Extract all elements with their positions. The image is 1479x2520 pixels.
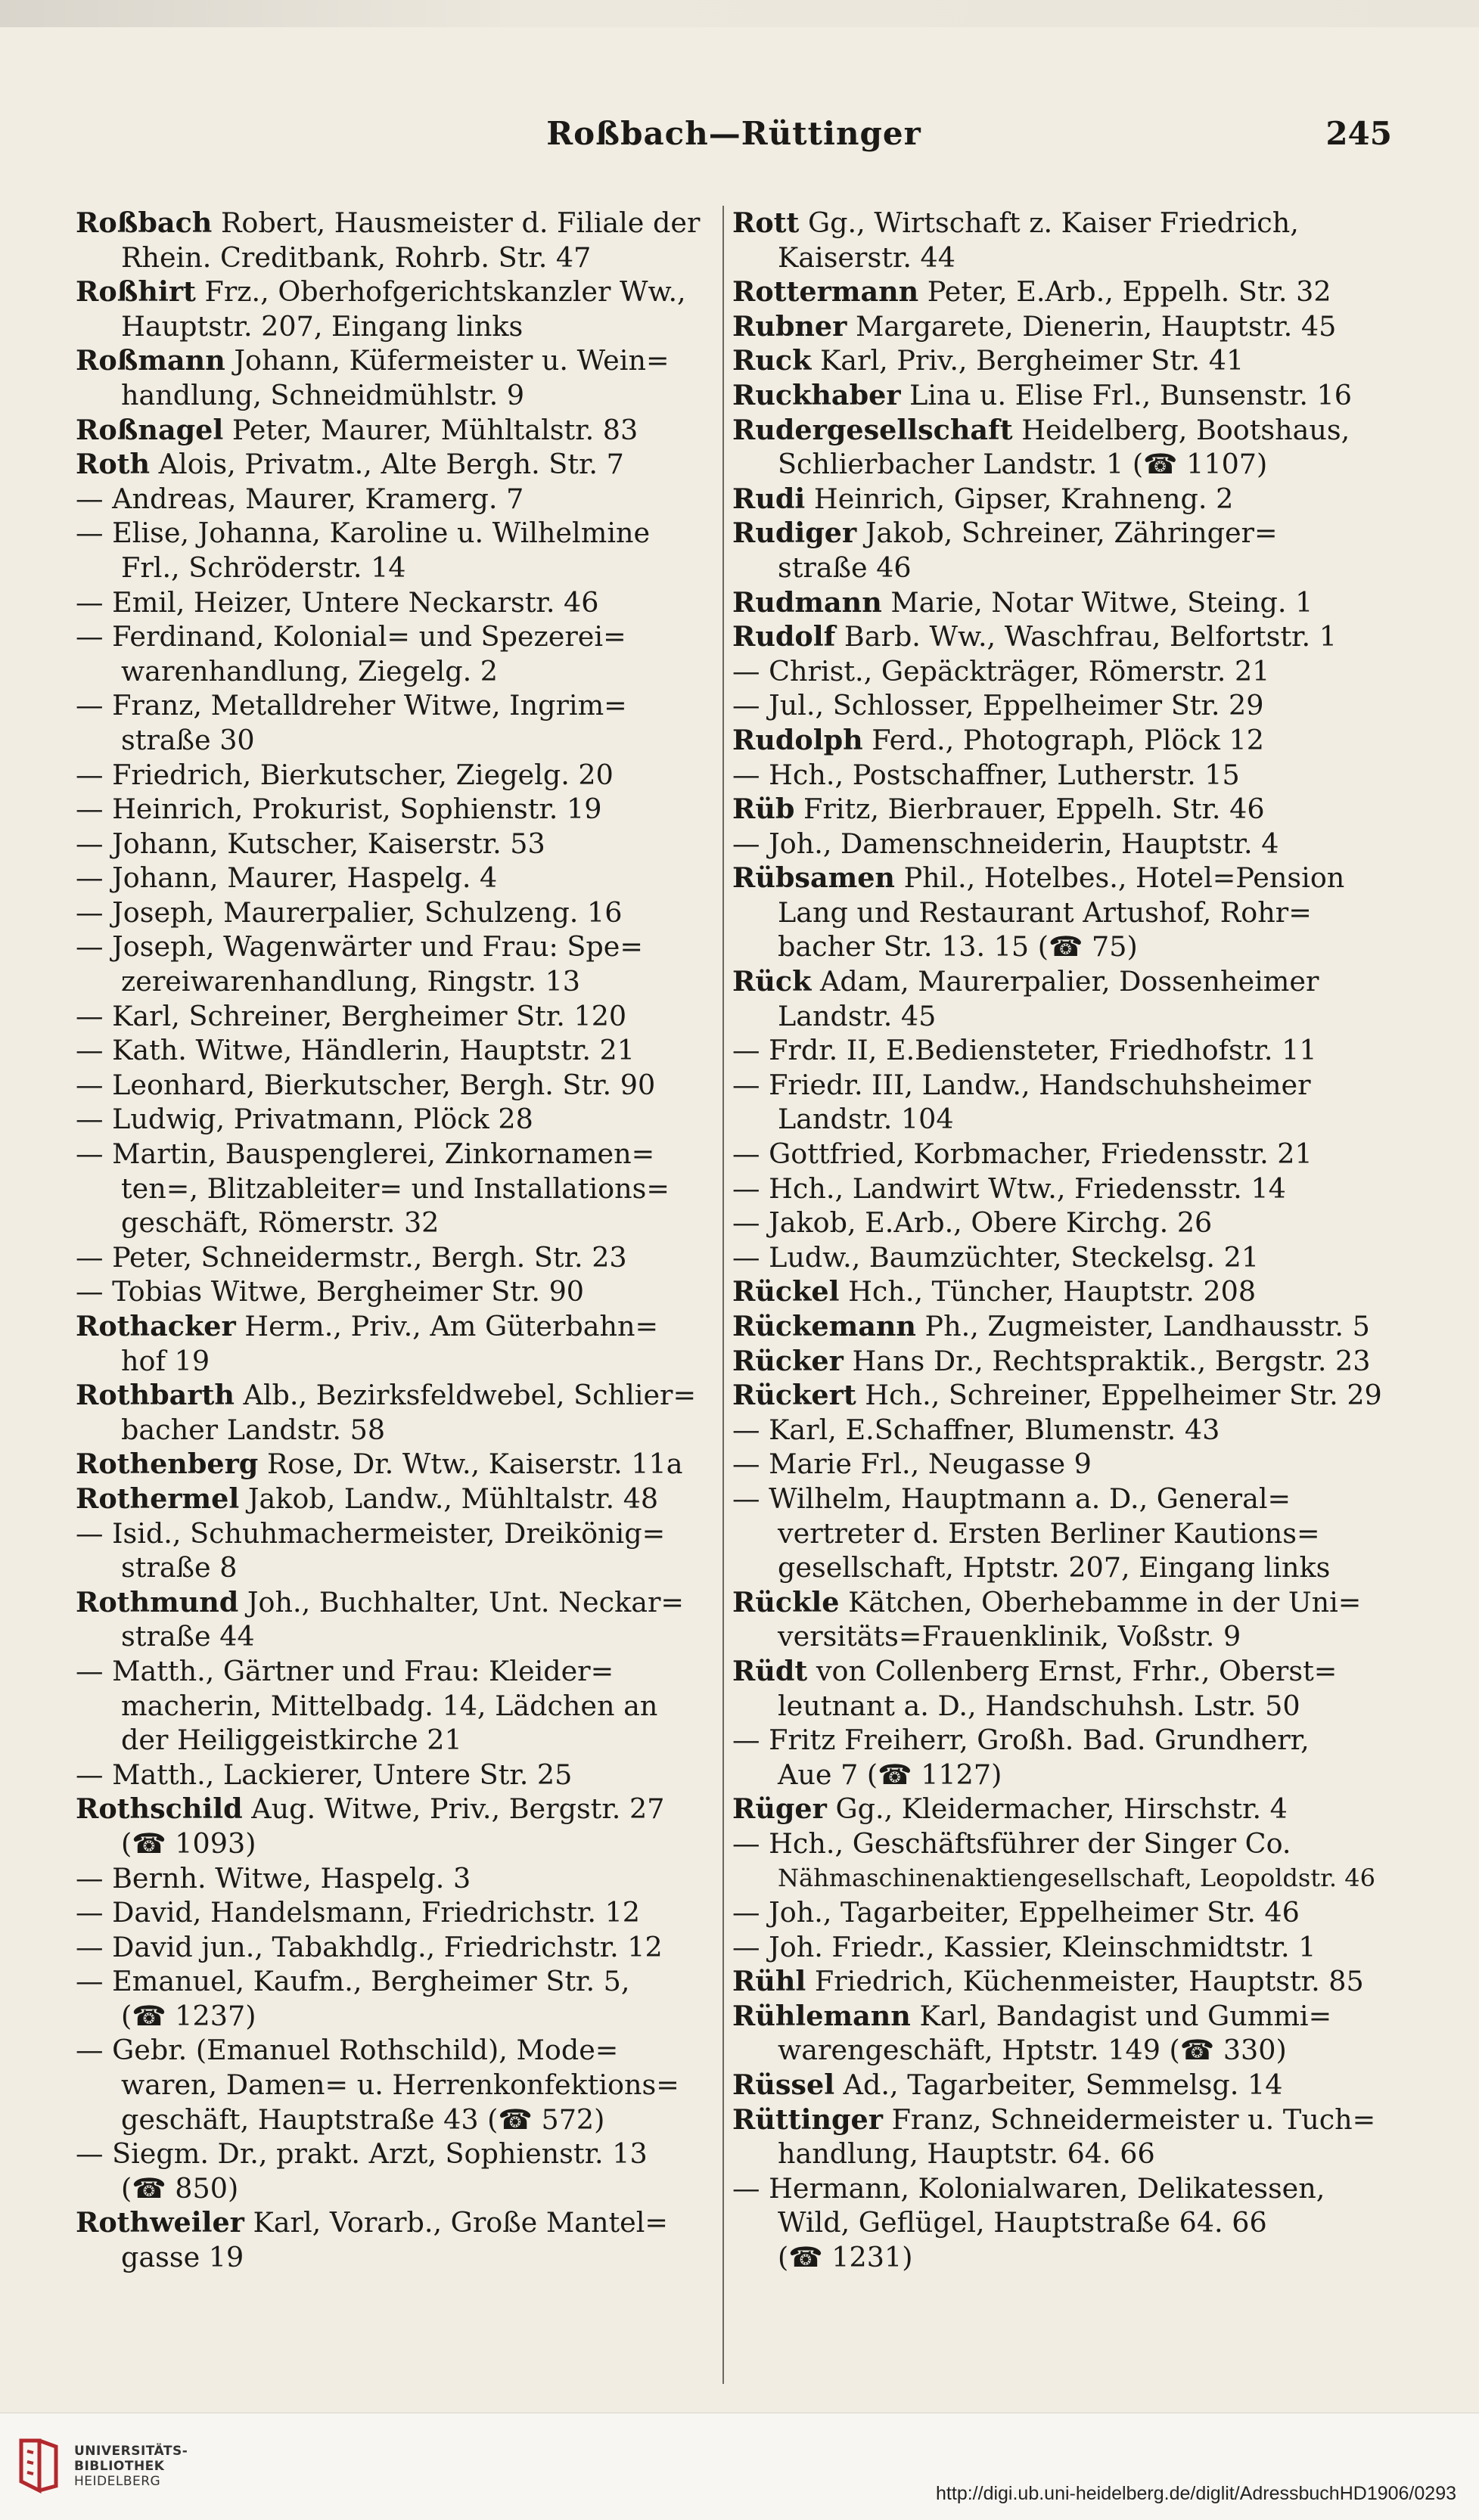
directory-entry: — Isid., Schuhmachermeister, Dreikönig= — [76, 1516, 666, 1550]
directory-entry: Roßbach Robert, Hausmeister d. Filiale der — [76, 206, 701, 239]
scan-edge — [0, 0, 1479, 27]
directory-entry: — Gebr. (Emanuel Rothschild), Mode= — [76, 2034, 619, 2067]
directory-entry: Rubner Margarete, Dienerin, Hauptstr. 45 — [732, 309, 1337, 343]
surname: Rudolf — [732, 620, 836, 653]
surname: Rothmund — [76, 1585, 239, 1618]
entry-continuation: gasse 19 — [121, 2241, 244, 2274]
directory-entry: — Friedrich, Bierkutscher, Ziegelg. 20 — [76, 758, 614, 791]
directory-entry: — Hch., Geschäftsführer der Singer Co. — [732, 1826, 1291, 1860]
surname: Rühl — [732, 1965, 806, 1998]
directory-entry: Roßhirt Frz., Oberhofgerichtskanzler Ww., — [76, 275, 686, 309]
surname: Rück — [732, 965, 812, 998]
surname: Rüger — [732, 1792, 827, 1826]
directory-entry: — Kath. Witwe, Händlerin, Hauptstr. 21 — [76, 1034, 635, 1067]
directory-entry: — Gottfried, Korbmacher, Friedensstr. 21 — [732, 1137, 1313, 1171]
directory-entry: — Hch., Postschaffner, Lutherstr. 15 — [732, 758, 1240, 791]
entry-continuation: geschäft, Römerstr. 32 — [121, 1206, 440, 1240]
directory-entry: — Karl, Schreiner, Bergheimer Str. 120 — [76, 999, 627, 1032]
entry-continuation: waren, Damen= u. Herrenkonfektions= — [121, 2068, 679, 2102]
directory-entry: — Martin, Bauspenglerei, Zinkornamen= — [76, 1137, 655, 1171]
directory-entry: — Franz, Metalldreher Witwe, Ingrim= — [76, 689, 627, 722]
surname: Rott — [732, 206, 800, 239]
entry-continuation: gesellschaft, Hptstr. 207, Eingang links — [778, 1551, 1331, 1584]
directory-entry: Rühl Friedrich, Küchenmeister, Hauptstr. 85 — [732, 1965, 1364, 1998]
directory-entry: Roth Alois, Privatm., Alte Bergh. Str. 7 — [76, 448, 624, 481]
entry-continuation: (☎ 1237) — [121, 1999, 256, 2032]
directory-entry: Rudolph Ferd., Photograph, Plöck 12 — [732, 723, 1264, 756]
entry-continuation: handlung, Schneidmühlstr. 9 — [121, 378, 525, 411]
directory-entry: Rott Gg., Wirtschaft z. Kaiser Friedrich, — [732, 206, 1299, 239]
surname: Rudolph — [732, 723, 863, 756]
directory-entry: Ruck Karl, Priv., Bergheimer Str. 41 — [732, 344, 1244, 377]
entry-continuation: Landstr. 45 — [778, 999, 937, 1032]
entry-continuation: Lang und Restaurant Artushof, Rohr= — [778, 895, 1312, 929]
surname: Rückemann — [732, 1310, 916, 1342]
left-column — [76, 206, 726, 2275]
directory-entry: Rothmund Joh., Buchhalter, Unt. Neckar= — [76, 1585, 684, 1618]
surname: Roßmann — [76, 344, 225, 377]
directory-entry: Rüb Fritz, Bierbrauer, Eppelh. Str. 46 — [732, 793, 1265, 826]
entry-continuation: vertreter d. Ersten Berliner Kautions= — [778, 1516, 1320, 1550]
entry-continuation: bacher Landstr. 58 — [121, 1413, 386, 1446]
surname: Rudiger — [732, 517, 857, 550]
surname: Ruck — [732, 344, 812, 377]
directory-entry: — Karl, E.Schaffner, Blumenstr. 43 — [732, 1413, 1220, 1446]
surname: Rüttinger — [732, 2103, 883, 2136]
directory-entry: Roßnagel Peter, Maurer, Mühltalstr. 83 — [76, 413, 639, 446]
directory-entry: Rüger Gg., Kleidermacher, Hirschstr. 4 — [732, 1792, 1288, 1826]
directory-entry: Rühlemann Karl, Bandagist und Gummi= — [732, 1999, 1332, 2032]
directory-entry: Rübsamen Phil., Hotelbes., Hotel=Pension — [732, 861, 1345, 895]
directory-entry: — Matth., Lackierer, Untere Str. 25 — [76, 1758, 573, 1791]
directory-entry: Rückel Hch., Tüncher, Hauptstr. 208 — [732, 1275, 1257, 1308]
column-divider — [722, 206, 724, 2384]
surname: Rubner — [732, 309, 847, 343]
directory-entry: — Joseph, Maurerpalier, Schulzeng. 16 — [76, 895, 623, 929]
directory-entry: — Ludw., Baumzüchter, Steckelsg. 21 — [732, 1240, 1260, 1274]
entry-continuation: (☎ 1093) — [121, 1826, 256, 1860]
entry-continuation: leutnant a. D., Handschuhsh. Lstr. 50 — [778, 1689, 1300, 1722]
entry-continuation: versitäts=Frauenklinik, Voßstr. 9 — [778, 1620, 1241, 1653]
entry-continuation: zereiwarenhandlung, Ringstr. 13 — [121, 965, 581, 998]
directory-entry: — Joh., Damenschneiderin, Hauptstr. 4 — [732, 827, 1279, 860]
surname: Roßnagel — [76, 413, 224, 446]
surname: Rüb — [732, 793, 795, 826]
entry-continuation: Nähmaschinenaktiengesellschaft, Leopoldstr. 46 — [778, 1863, 1375, 1892]
surname: Rothenberg — [76, 1448, 259, 1481]
surname: Rüssel — [732, 2068, 835, 2102]
surname: Roth — [76, 448, 151, 481]
directory-entry: Rücker Hans Dr., Rechtspraktik., Bergstr. 23 — [732, 1344, 1371, 1377]
entry-continuation: Hauptstr. 207, Eingang links — [121, 309, 524, 343]
directory-entry: Rothacker Herm., Priv., Am Güterbahn= — [76, 1310, 659, 1342]
surname: Rothacker — [76, 1310, 236, 1342]
directory-entry: Rothermel Jakob, Landw., Mühltalstr. 48 — [76, 1482, 659, 1515]
entry-continuation: handlung, Hauptstr. 64. 66 — [778, 2137, 1155, 2171]
directory-entry: — Joh. Friedr., Kassier, Kleinschmidtstr. 1 — [732, 1930, 1316, 1963]
directory-entry: — Ludwig, Privatmann, Plöck 28 — [76, 1103, 533, 1136]
page-header — [76, 115, 1392, 168]
directory-entry: — Wilhelm, Hauptmann a. D., General= — [732, 1482, 1291, 1515]
directory-entry: — Peter, Schneidermstr., Bergh. Str. 23 — [76, 1240, 627, 1274]
directory-entry: Ruckhaber Lina u. Elise Frl., Bunsenstr. 16 — [732, 378, 1352, 411]
directory-entry: Roßmann Johann, Küfermeister u. Wein= — [76, 344, 670, 377]
entry-continuation: macherin, Mittelbadg. 14, Lädchen an — [121, 1689, 658, 1722]
surname: Rübsamen — [732, 861, 895, 895]
library-logo-icon — [17, 2436, 61, 2495]
directory-entry: Rüttinger Franz, Schneidermeister u. Tuch= — [732, 2103, 1376, 2136]
surname: Rühlemann — [732, 1999, 911, 2032]
directory-entry: — David, Handelsmann, Friedrichstr. 12 — [76, 1896, 641, 1929]
entry-continuation: Rhein. Creditbank, Rohrb. Str. 47 — [121, 241, 592, 274]
surname: Rudi — [732, 482, 806, 515]
entry-continuation: der Heiliggeistkirche 21 — [121, 1724, 462, 1757]
directory-entry: Rüdt von Collenberg Ernst, Frhr., Oberst= — [732, 1654, 1338, 1687]
directory-entry: Rudolf Barb. Ww., Waschfrau, Belfortstr. 1 — [732, 620, 1337, 653]
directory-entry: — Frdr. II, E.Bediensteter, Friedhofstr. 11 — [732, 1034, 1317, 1067]
directory-entry: Rothweiler Karl, Vorarb., Große Mantel= — [76, 2206, 669, 2239]
directory-entry: — Emanuel, Kaufm., Bergheimer Str. 5, — [76, 1965, 630, 1998]
entry-continuation: Landstr. 104 — [778, 1103, 954, 1136]
directory-entry: Rothenberg Rose, Dr. Wtw., Kaiserstr. 11a — [76, 1448, 683, 1481]
surname: Rüdt — [732, 1654, 808, 1687]
directory-entry: — Johann, Maurer, Haspelg. 4 — [76, 861, 498, 895]
directory-entry: — Andreas, Maurer, Kramerg. 7 — [76, 482, 524, 515]
entry-continuation: (☎ 850) — [121, 2171, 239, 2205]
entry-continuation: straße 30 — [121, 723, 255, 756]
directory-entry: — David jun., Tabakhdlg., Friedrichstr. 12 — [76, 1930, 663, 1963]
library-name-line2: BIBLIOTHEK — [74, 2459, 165, 2474]
directory-entry: — Ferdinand, Kolonial= und Spezerei= — [76, 620, 626, 653]
directory-entry: — Siegm. Dr., prakt. Arzt, Sophienstr. 13 — [76, 2137, 648, 2171]
surname: Rottermann — [732, 275, 919, 309]
directory-entry: Rudergesellschaft Heidelberg, Bootshaus, — [732, 413, 1350, 446]
directory-entry: Rudi Heinrich, Gipser, Krahneng. 2 — [732, 482, 1234, 515]
directory-entry: Rückert Hch., Schreiner, Eppelheimer Str. 29 — [732, 1379, 1382, 1412]
surname: Rückert — [732, 1379, 856, 1412]
library-name-line1: UNIVERSITÄTS- — [74, 2444, 188, 2459]
page-title: Roßbach—Rüttinger — [546, 115, 921, 152]
directory-entry: Rück Adam, Maurerpalier, Dossenheimer — [732, 965, 1319, 998]
directory-entry: Rudmann Marie, Notar Witwe, Steing. 1 — [732, 585, 1313, 619]
entry-continuation: warenhandlung, Ziegelg. 2 — [121, 654, 499, 687]
directory-entry: — Marie Frl., Neugasse 9 — [732, 1448, 1092, 1481]
entry-continuation: ten=, Blitzableiter= und Installations= — [121, 1172, 670, 1205]
entry-continuation: straße 44 — [121, 1620, 255, 1653]
directory-entry: — Joh., Tagarbeiter, Eppelheimer Str. 46 — [732, 1896, 1300, 1929]
directory-entry: Rottermann Peter, E.Arb., Eppelh. Str. 32 — [732, 275, 1331, 309]
directory-entry: — Fritz Freiherr, Großh. Bad. Grundherr, — [732, 1724, 1310, 1757]
surname: Rückle — [732, 1585, 840, 1618]
page-number: 245 — [1325, 115, 1392, 152]
directory-entry: — Emil, Heizer, Untere Neckarstr. 46 — [76, 585, 599, 619]
entry-continuation: straße 8 — [121, 1551, 238, 1584]
directory-entry: Rückle Kätchen, Oberhebamme in der Uni= — [732, 1585, 1362, 1618]
directory-entry: — Matth., Gärtner und Frau: Kleider= — [76, 1654, 614, 1687]
directory-entry: Rudiger Jakob, Schreiner, Zähringer= — [732, 517, 1278, 550]
directory-entry: — Johann, Kutscher, Kaiserstr. 53 — [76, 827, 545, 860]
entry-continuation: Kaiserstr. 44 — [778, 241, 955, 274]
directory-entry: — Leonhard, Bierkutscher, Bergh. Str. 90 — [76, 1068, 656, 1101]
directory-entry: — Christ., Gepäckträger, Römerstr. 21 — [732, 654, 1270, 687]
surname: Rückel — [732, 1275, 840, 1308]
surname: Rothermel — [76, 1482, 240, 1515]
right-column — [732, 206, 1383, 2275]
surname: Rücker — [732, 1344, 844, 1377]
surname: Rudmann — [732, 585, 882, 619]
directory-entry: — Friedr. III, Landw., Handschuhsheimer — [732, 1068, 1311, 1101]
surname: Rothschild — [76, 1792, 243, 1826]
source-url-link[interactable]: http://digi.ub.uni-heidelberg.de/diglit/AdressbuchHD1906/0293 — [936, 2483, 1456, 2504]
directory-entry: — Hermann, Kolonialwaren, Delikatessen, — [732, 2171, 1325, 2205]
entry-continuation: warengeschäft, Hptstr. 149 (☎ 330) — [778, 2034, 1287, 2067]
surname: Ruckhaber — [732, 378, 901, 411]
directory-entry: — Elise, Johanna, Karoline u. Wilhelmine — [76, 517, 651, 550]
surname: Roßhirt — [76, 275, 196, 309]
library-name-line3: HEIDELBERG — [74, 2474, 161, 2489]
directory-entry: — Bernh. Witwe, Haspelg. 3 — [76, 1861, 471, 1895]
directory-entry: Rüssel Ad., Tagarbeiter, Semmelsg. 14 — [732, 2068, 1283, 2102]
footer-bar — [0, 2413, 1479, 2520]
directory-entry: Rothschild Aug. Witwe, Priv., Bergstr. 27 — [76, 1792, 665, 1826]
directory-entry: Rothbarth Alb., Bezirksfeldwebel, Schlier= — [76, 1379, 697, 1412]
entry-continuation: straße 46 — [778, 551, 912, 584]
surname: Rothbarth — [76, 1379, 235, 1412]
directory-entry: — Jul., Schlosser, Eppelheimer Str. 29 — [732, 689, 1264, 722]
directory-entry: — Jakob, E.Arb., Obere Kirchg. 26 — [732, 1206, 1213, 1240]
entry-continuation: Schlierbacher Landstr. 1 (☎ 1107) — [778, 448, 1268, 481]
library-name — [74, 2444, 188, 2489]
directory-entry: — Heinrich, Prokurist, Sophienstr. 19 — [76, 793, 602, 826]
entry-continuation: Frl., Schröderstr. 14 — [121, 551, 406, 584]
surname: Roßbach — [76, 206, 213, 239]
directory-entry: — Joseph, Wagenwärter und Frau: Spe= — [76, 930, 643, 964]
directory-entry: — Tobias Witwe, Bergheimer Str. 90 — [76, 1275, 585, 1308]
surname: Rothweiler — [76, 2206, 244, 2239]
directory-entry: Rückemann Ph., Zugmeister, Landhausstr. 5 — [732, 1310, 1370, 1342]
entry-continuation: geschäft, Hauptstraße 43 (☎ 572) — [121, 2103, 605, 2136]
entry-continuation: bacher Str. 13. 15 (☎ 75) — [778, 930, 1138, 964]
entry-continuation: hof 19 — [121, 1344, 210, 1377]
directory-entry: — Hch., Landwirt Wtw., Friedensstr. 14 — [732, 1172, 1286, 1205]
entry-continuation: (☎ 1231) — [778, 2241, 913, 2274]
surname: Rudergesellschaft — [732, 413, 1013, 446]
entry-continuation: Wild, Geflügel, Hauptstraße 64. 66 — [778, 2206, 1267, 2239]
entry-continuation: Aue 7 (☎ 1127) — [778, 1758, 1002, 1791]
